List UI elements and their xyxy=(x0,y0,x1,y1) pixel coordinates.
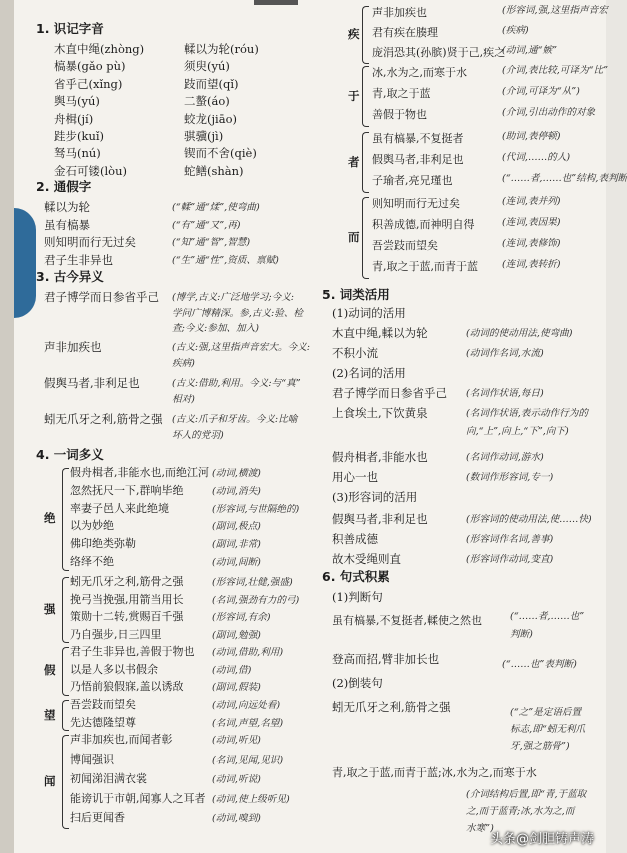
entry-note: (动词,嗅到) xyxy=(212,813,261,824)
subsection-heading: (1)动词的活用 xyxy=(332,306,406,320)
entry-note: (动词,借) xyxy=(212,664,252,676)
polysemy-char: 闻 xyxy=(44,773,56,788)
entry-note: (动词,间断) xyxy=(212,557,261,568)
entry-note: (形容词的使动用法,使……快) xyxy=(466,514,592,525)
pronunciation-item: 骐骥(jì) xyxy=(184,129,224,143)
section-heading: 1. 识记字音 xyxy=(36,21,104,36)
entry-note: (形容词作动词,变直) xyxy=(466,554,554,565)
entry-note: (疾病) xyxy=(502,25,529,36)
polysemy-example: 忽然抚尺一下,群响毕绝 xyxy=(70,483,184,497)
entry-note: (动词作名词,水流) xyxy=(466,348,544,359)
entry-note: 查;今义:参加、加入) xyxy=(172,323,259,334)
polysemy-example: 虽有槁暴,不复挺者 xyxy=(372,132,464,145)
sentence-example: 虽有槁暴,不复挺者,輮使之然也 xyxy=(332,614,482,627)
pronunciation-item: 槁暴(gǎo pù) xyxy=(54,59,126,74)
entry-note: (介词结构后置,即“青,于蓝取 xyxy=(466,789,587,800)
polysemy-example: 善假于物也 xyxy=(372,108,427,121)
entry-note: (形容词,壮健,强盛) xyxy=(212,577,293,588)
polysemy-example: 先达德隆望尊 xyxy=(70,715,136,729)
subsection-heading: (1)判断句 xyxy=(332,590,383,604)
entry-note: (古义:爪子和牙齿。今义:比喻 xyxy=(172,414,298,425)
pronunciation-item: 省乎己(xǐng) xyxy=(54,76,123,91)
entry-note: (名词作状语,每日) xyxy=(466,388,544,399)
textbook-page xyxy=(14,0,627,853)
polysemy-example: 子瑜者,亮兄瑾也 xyxy=(372,174,453,187)
entry-note: (名词,强劲有力的弓) xyxy=(212,594,300,606)
usage-example: 积善成德 xyxy=(332,532,378,546)
group-brace xyxy=(362,197,369,279)
polysemy-char: 于 xyxy=(348,88,360,103)
polysemy-example: 扫后更闻香 xyxy=(70,811,125,824)
entry-note: (副词,极点) xyxy=(212,521,261,533)
entry-note: (介词,引出动作的对象 xyxy=(502,107,596,118)
polysemy-example: 以是人多以书假余 xyxy=(70,662,158,676)
pronunciation-item: 跂而望(qǐ) xyxy=(184,76,239,91)
polysemy-example: 博闻强识 xyxy=(70,752,114,766)
polysemy-char: 望 xyxy=(44,707,56,722)
polysemy-example: 吾尝跂而望矣 xyxy=(70,698,136,711)
polysemy-example: 络绎不绝 xyxy=(70,555,114,568)
entry-note: (副词,非常) xyxy=(212,539,261,551)
ancient-modern-item: 蚓无爪牙之利,筋骨之强 xyxy=(44,412,163,426)
pronunciation-item: 輮以为轮(róu) xyxy=(184,42,259,56)
section-heading: 2. 通假字 xyxy=(36,179,92,194)
polysemy-example: 以为妙绝 xyxy=(70,519,114,533)
usage-example: 木直中绳,輮以为轮 xyxy=(332,326,428,340)
entry-note: (代词,……的人) xyxy=(502,152,571,163)
entry-note: (动词,听见) xyxy=(212,735,261,746)
entry-note: 牙,强之筋骨”) xyxy=(510,741,570,752)
polysemy-char: 强 xyxy=(44,602,56,616)
section-heading: 6. 句式积累 xyxy=(322,569,390,584)
polysemy-example: 策勋十二转,赏赐百千强 xyxy=(70,610,184,623)
group-brace xyxy=(362,66,369,127)
entry-note: (连词,表修饰) xyxy=(502,238,561,249)
pronunciation-item: 二螯(áo) xyxy=(184,94,230,109)
entry-note: (“……也”表判断) xyxy=(502,659,577,670)
polysemy-example: 君子生非异也,善假于物也 xyxy=(70,645,195,658)
sentence-example: 登高而招,臂非加长也 xyxy=(332,652,440,666)
right-column xyxy=(316,0,627,853)
polysemy-example: 初闻涕泪满衣裳 xyxy=(70,772,147,785)
entry-note: 标志,即“蚓无利爪 xyxy=(510,724,586,735)
polysemy-example: 青,取之于蓝,而青于蓝 xyxy=(372,260,478,273)
group-brace xyxy=(62,700,69,731)
polysemy-char: 疾 xyxy=(348,27,360,41)
subsection-heading: (3)形容词的活用 xyxy=(332,490,418,504)
entry-note: (介词,可译为“从”) xyxy=(502,86,580,97)
entry-note: (动词,横渡) xyxy=(212,468,261,479)
section-heading: 3. 古今异义 xyxy=(36,269,104,284)
polysemy-example: 庞涓恐其(孙膑)贤于己,疾之 xyxy=(372,46,506,59)
entry-note: (形容词作名词,善事) xyxy=(466,534,554,545)
polysemy-example: 则知明而行无过矣 xyxy=(372,197,460,210)
polysemy-char: 绝 xyxy=(44,511,56,526)
entry-note: (名词,声望,名望) xyxy=(212,717,284,729)
entry-note: (“輮”通“煣”,使弯曲) xyxy=(172,202,260,213)
pronunciation-item: 驽马(nú) xyxy=(54,146,101,161)
entry-note: (数词作形容词,专一) xyxy=(466,472,554,483)
variant-char-item: 君子生非异也 xyxy=(44,252,113,267)
entry-note: 坏人的党羽) xyxy=(172,429,224,441)
polysemy-example: 声非加疾也,而闻者彰 xyxy=(70,733,173,746)
variant-char-item: 则知明而行无过矣 xyxy=(44,235,136,249)
entry-note: (动词,听说) xyxy=(212,774,261,785)
entry-note: (“生”通“性”,资质、禀赋) xyxy=(172,254,279,266)
usage-example: 故木受绳则直 xyxy=(332,552,401,566)
entry-note: (形容词,强,这里指声音宏 xyxy=(502,5,608,16)
entry-note: 水寒”) xyxy=(466,823,494,834)
usage-example: 假舟楫者,非能水也 xyxy=(332,450,428,464)
entry-note: (连词,表因果) xyxy=(502,217,561,228)
pronunciation-item: 舆马(yú) xyxy=(54,94,100,109)
page-shadow xyxy=(0,0,14,853)
subsection-heading: (2)倒装句 xyxy=(332,676,383,690)
entry-note: (连词,表转折) xyxy=(502,259,561,270)
polysemy-example: 假舟楫者,非能水也,而绝江河 xyxy=(70,466,209,479)
entry-note: (名词作动词,游水) xyxy=(466,452,544,463)
pronunciation-item: 蛟龙(jiāo) xyxy=(184,111,237,126)
polysemy-char: 者 xyxy=(348,154,360,169)
pronunciation-item: 跬步(kuǐ) xyxy=(54,129,105,143)
section-heading: 5. 词类活用 xyxy=(322,287,390,302)
entry-note: 之,而于蓝青;冰,水为之,而 xyxy=(466,806,575,817)
pronunciation-item: 金石可镂(lòu) xyxy=(54,163,127,178)
entry-note: (“……者,……也”结构,表判断 xyxy=(502,173,627,184)
group-brace xyxy=(62,577,69,643)
entry-note: (古义:借助,利用。今义:与“真” xyxy=(172,378,301,389)
entry-note: (“……者,……也” xyxy=(510,611,585,622)
entry-note: (形容词,与世隔绝的) xyxy=(212,503,300,515)
group-brace xyxy=(62,735,69,829)
entry-note: 相对) xyxy=(172,393,195,405)
entry-note: (助词,表停顿) xyxy=(502,131,561,142)
polysemy-example: 能谤讥于市朝,闻寡人之耳者 xyxy=(70,791,206,805)
polysemy-example: 青,取之于蓝 xyxy=(372,87,431,100)
ancient-modern-item: 君子博学而日参省乎己 xyxy=(44,290,159,304)
pronunciation-item: 蛇鳝(shàn) xyxy=(184,163,244,178)
subsection-heading: (2)名词的活用 xyxy=(332,366,406,380)
sentence-example: 蚓无爪牙之利,筋骨之强 xyxy=(332,700,451,714)
polysemy-example: 乃自强步,日三四里 xyxy=(70,627,162,641)
entry-note: (动词,借助,利用) xyxy=(212,647,284,658)
usage-example: 用心一也 xyxy=(332,470,378,484)
pronunciation-item: 锲而不舍(qiè) xyxy=(184,146,257,161)
polysemy-example: 假舆马者,非利足也 xyxy=(372,153,464,166)
entry-note: (名词作状语,表示动作行为的 xyxy=(466,408,588,419)
polysemy-example: 率妻子邑人来此绝境 xyxy=(70,501,169,515)
entry-note: 疾病) xyxy=(172,357,195,369)
entry-note: (“有”通“又”,再) xyxy=(172,219,241,231)
group-brace xyxy=(62,468,69,571)
entry-note: (连词,表并列) xyxy=(502,196,561,207)
polysemy-char: 而 xyxy=(348,230,360,244)
group-brace xyxy=(62,647,69,696)
polysemy-example: 君有疾在腠理 xyxy=(372,26,438,39)
entry-note: (动词,通“嫉” xyxy=(502,45,557,56)
polysemy-example: 声非加疾也 xyxy=(372,6,427,19)
left-column xyxy=(32,0,314,853)
pronunciation-item: 须臾(yú) xyxy=(184,59,230,74)
variant-char-item: 輮以为轮 xyxy=(44,200,90,214)
polysemy-example: 积善成德,而神明自得 xyxy=(372,218,475,231)
polysemy-example: 蚓无爪牙之利,筋骨之强 xyxy=(70,575,184,588)
section-heading: 4. 一词多义 xyxy=(36,447,104,462)
entry-note: (“知”通“智”,智慧) xyxy=(172,237,251,248)
group-brace xyxy=(362,132,369,193)
entry-note: (“之”是定语后置 xyxy=(510,707,582,718)
entry-note: (名词,见闻,见识) xyxy=(212,754,284,766)
variant-char-item: 虽有槁暴 xyxy=(44,217,90,232)
entry-note: (动词,消失) xyxy=(212,485,261,497)
polysemy-example: 乃悟前狼假寐,盖以诱敌 xyxy=(70,680,184,693)
group-brace xyxy=(362,6,369,64)
entry-note: 判断) xyxy=(510,629,533,640)
polysemy-example: 挽弓当挽强,用箭当用长 xyxy=(70,592,184,606)
pronunciation-item: 舟楫(jí) xyxy=(54,111,94,126)
usage-example: 不积小流 xyxy=(332,346,378,360)
entry-note: (动词的使动用法,使弯曲) xyxy=(466,328,573,339)
entry-note: 学问广博精深。参,古义:验、检 xyxy=(172,307,304,319)
sentence-example: 青,取之于蓝,而青于蓝;冰,水为之,而寒于水 xyxy=(332,766,537,779)
entry-note: (动词,向远处看) xyxy=(212,700,281,711)
polysemy-char: 假 xyxy=(44,663,56,678)
polysemy-example: 吾尝跂而望矣 xyxy=(372,239,438,252)
usage-example: 君子博学而日参省乎己 xyxy=(332,386,447,400)
entry-note: (形容词,有余) xyxy=(212,612,271,623)
polysemy-example: 冰,水为之,而寒于水 xyxy=(372,66,467,79)
entry-note: (副词,假装) xyxy=(212,682,261,693)
entry-note: (古义:强,这里指声音宏大。今义: xyxy=(172,342,310,353)
usage-example: 假舆马者,非利足也 xyxy=(332,512,428,526)
pronunciation-item: 木直中绳(zhòng) xyxy=(54,42,145,56)
entry-note: 向,“上”,向上,“下”,向下) xyxy=(466,426,569,437)
entry-note: (博学,古义:广泛地学习;今义: xyxy=(172,292,295,303)
entry-note: (介词,表比较,可译为“比” xyxy=(502,65,608,76)
usage-example: 上食埃土,下饮黄泉 xyxy=(332,406,428,420)
ancient-modern-item: 假舆马者,非利足也 xyxy=(44,376,140,390)
entry-note: (副词,勉强) xyxy=(212,629,261,641)
ancient-modern-item: 声非加疾也 xyxy=(44,340,102,354)
entry-note: (动词,使上级听见) xyxy=(212,793,290,805)
polysemy-example: 佛印绝类弥勒 xyxy=(70,537,136,551)
watermark: 头条@剑胆铸声涛 xyxy=(489,832,594,847)
